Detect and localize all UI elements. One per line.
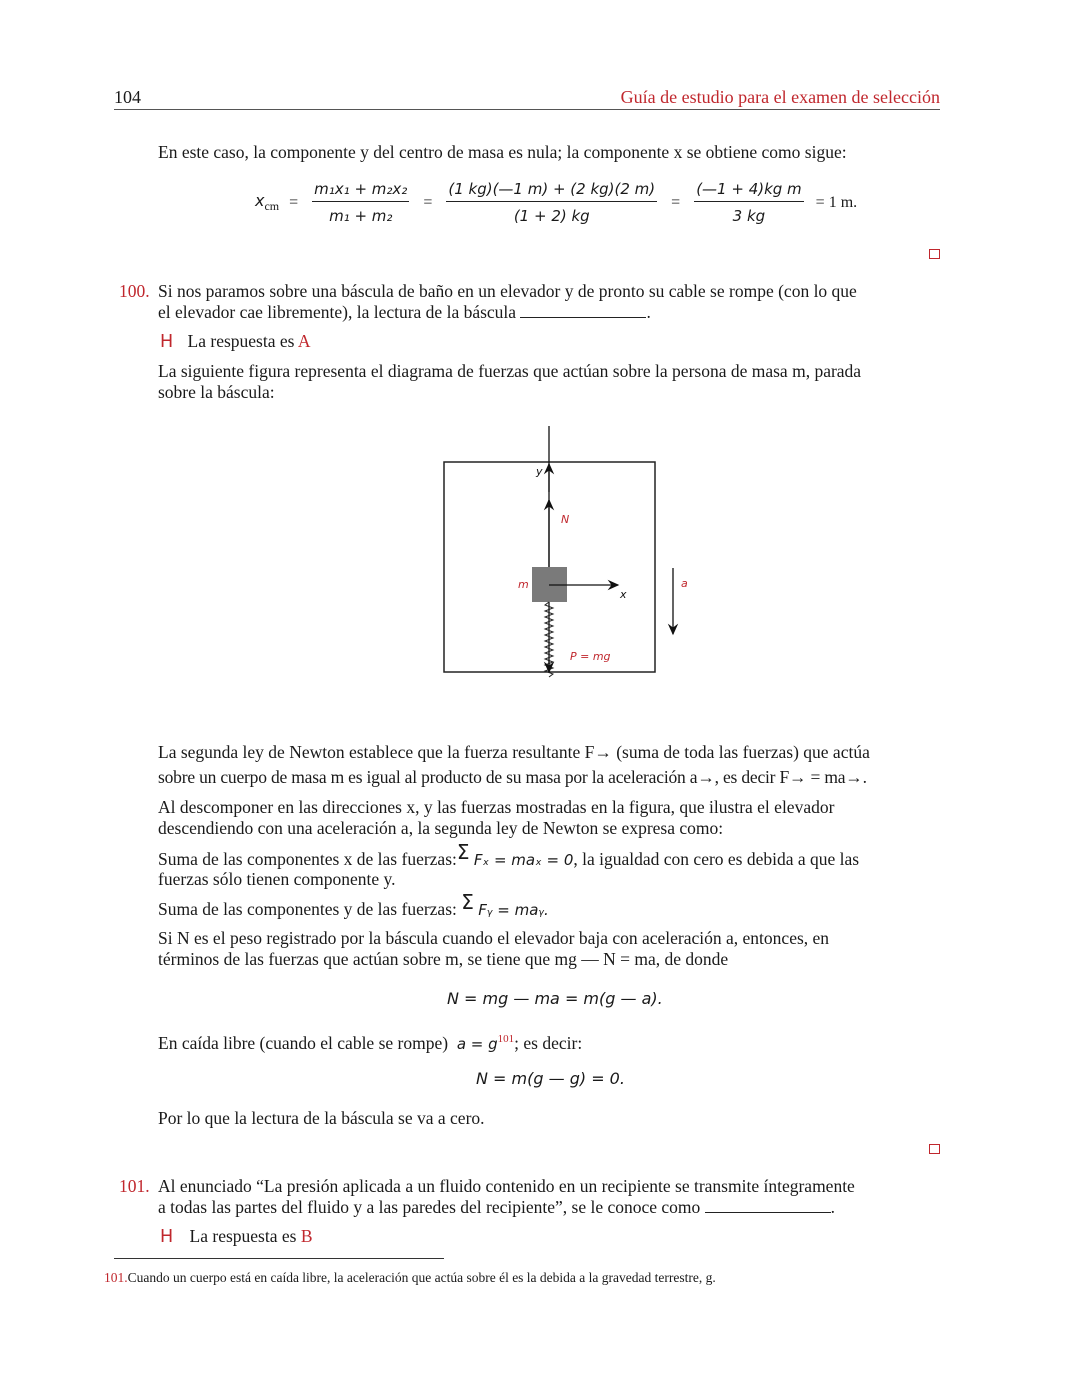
svg-text:N: N <box>561 513 570 526</box>
equation-free-fall: N = m(g — g) = 0. <box>476 1069 625 1088</box>
footnote-rule <box>114 1258 444 1259</box>
intro-text: En este caso, la componente y del centro de masa es nula; la componente x se obtiene como sigue: <box>158 142 847 162</box>
center-of-mass-equation: $x_{cm}$ = $\frac{\text{m₁x₁ + m₂x₂}}{\text{m₁ + m₂}}$ = $\frac{(1 kg)(—1 m) + (2 kg)(2 m)}{(1 + 2) kg}$ = $\frac{\text{(—1 + 4)kg m}}{3 kg}$ = 1 m. <box>255 180 858 225</box>
question-101-line2: a todas las partes del fluido y a las paredes del recipiente”, se le conoce como . <box>158 1197 836 1217</box>
question-101-number: 101. <box>119 1176 150 1196</box>
page-number: 104 <box>114 87 141 107</box>
decompose-line2: descendiendo con una aceleración a, la segunda ley de Newton se expresa como: <box>158 818 724 838</box>
answer-letter: B <box>300 1226 313 1246</box>
free-body-diagram <box>430 420 710 690</box>
answer-blank <box>705 1198 831 1213</box>
answer-marker-icon: H <box>160 332 174 352</box>
conclusion: Por lo que la lectura de la báscula se va a cero. <box>158 1108 485 1128</box>
sum-x-line1: Suma de las componentes x de las fuerzas:Σ Fₓ = maₓ = 0, la igualdad con cero es debida a que las <box>158 840 860 869</box>
figure-intro-line2: sobre la báscula: <box>158 382 275 402</box>
end-of-proof-box <box>929 1144 940 1154</box>
svg-text:x: x <box>620 588 627 601</box>
svg-text:P = mg: P = mg <box>570 650 611 663</box>
svg-text:m: m <box>518 578 529 591</box>
scale-reading-line2: términos de las fuerzas que actúan sobre m, se tiene que mg — N = ma, de donde <box>158 949 729 969</box>
sigma-icon: Σ <box>456 840 470 864</box>
sigma-icon: Σ <box>461 890 474 914</box>
equation-normal-force: N = mg — ma = m(g — a). <box>447 989 663 1008</box>
fraction-1: $\frac{\text{m₁x₁ + m₂x₂}}{\text{m₁ + m₂}}$ <box>314 180 408 225</box>
question-101-line1: Al enunciado “La presión aplicada a un fluido contenido en un recipiente se transmite íntegramente <box>158 1176 855 1196</box>
footnote-ref-101[interactable]: 101 <box>497 1033 515 1045</box>
running-title: Guía de estudio para el examen de selección <box>620 87 940 107</box>
end-of-proof-box <box>929 249 940 259</box>
question-100-number: 100. <box>119 281 150 301</box>
decompose-line1: Al descomponer en las direcciones x, y las fuerzas mostradas en la figura, que ilustra el elevador <box>158 797 835 817</box>
answer-marker-icon: H <box>160 1227 174 1247</box>
free-fall-line: En caída libre (cuando el cable se rompe) a = g$^{101}$; es decir: <box>158 1032 583 1053</box>
question-100-line1: Si nos paramos sobre una báscula de baño en un elevador y de pronto su cable se rompe (con lo que <box>158 281 857 301</box>
newton-law-line1: La segunda ley de Newton establece que la fuerza resultante F→ (suma de toda las fuerzas) que actúa <box>158 742 870 762</box>
figure-intro-line1: La siguiente figura representa el diagrama de fuerzas que actúan sobre la persona de masa m, parada <box>158 361 862 381</box>
scale-reading-line1: Si N es el peso registrado por la báscula cuando el elevador baja con aceleración a, entonces, en <box>158 928 830 948</box>
sum-x-line2: fuerzas sólo tienen componente y. <box>158 869 396 889</box>
question-100-line2: el elevador cae libremente), la lectura de la báscula . <box>158 302 651 322</box>
newton-law-line2: sobre un cuerpo de masa m es igual al producto de su masa por la aceleración a→, es decir F→ = ma→. <box>158 767 867 787</box>
eq-lhs: $x_{cm}$ <box>255 190 280 214</box>
answer-101: H La respuesta es B <box>160 1226 313 1247</box>
answer-blank <box>520 303 646 318</box>
answer-100: H La respuesta es A <box>160 331 311 352</box>
fraction-2: $\frac{(1 kg)(—1 m) + (2 kg)(2 m)}{(1 + 2) kg}$ <box>448 180 656 225</box>
sum-y-line: Suma de las componentes y de las fuerzas: Σ Fᵧ = maᵧ. <box>158 890 549 919</box>
footnote-101: 101.Cuando un cuerpo está en caída libre, la aceleración que actúa sobre él es la debida a la gravedad terrestre, g. <box>104 1270 716 1285</box>
fraction-3: $\frac{\text{(—1 + 4)kg m}}{3 kg}$ <box>696 180 802 225</box>
svg-text:y: y <box>536 465 543 478</box>
answer-letter: A <box>297 331 311 351</box>
svg-text:a: a <box>681 577 688 590</box>
header-rule <box>114 109 940 110</box>
